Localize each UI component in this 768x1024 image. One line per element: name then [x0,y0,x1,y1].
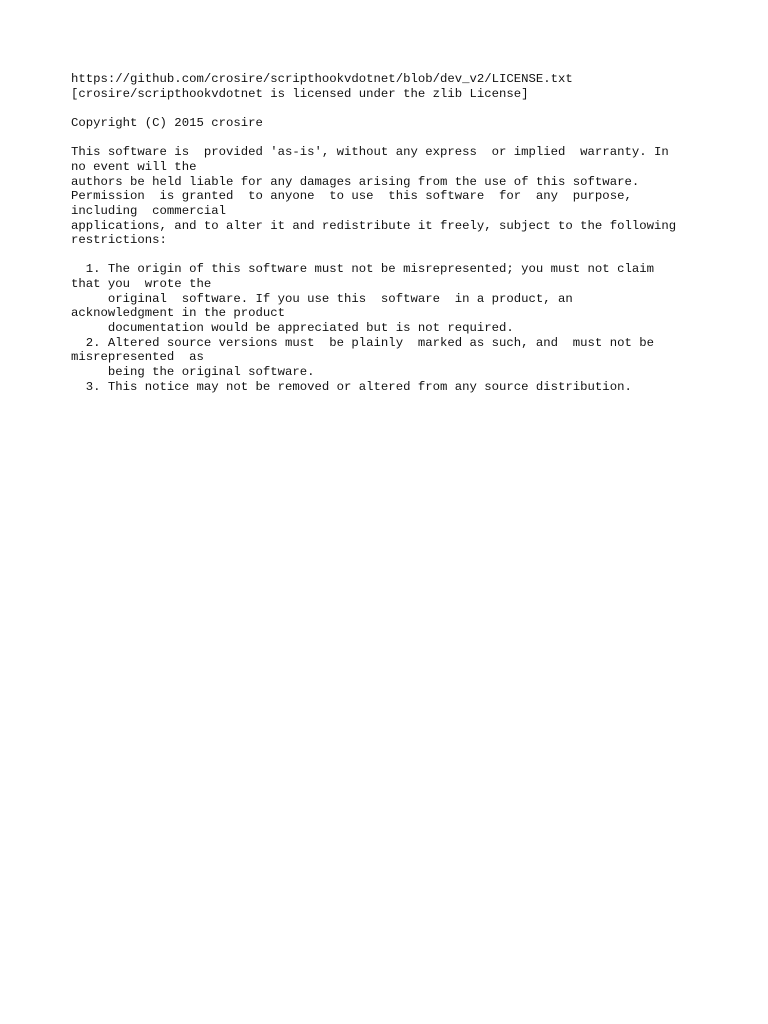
restriction-line: documentation would be appreciated but is not required. [71,321,514,336]
restriction-line: being the original software. [71,365,315,380]
license-document [71,72,711,394]
blank-line [71,101,711,116]
paragraph-line: authors be held liable for any damages arising from the use of this software. [71,174,640,189]
license-note: [crosire/scripthookvdotnet is licensed under the zlib License] [71,86,529,101]
restriction-line: that you wrote the [71,277,212,292]
source-url: https://github.com/crosire/scripthookvdotnet/blob/dev_v2/LICENSE.txt [71,72,573,86]
restriction-line: original software. If you use this software in a product, an [71,291,573,306]
paragraph-line: This software is provided 'as-is', without any express or implied warranty. In [71,145,669,160]
restriction-line: misrepresented as [71,350,204,365]
paragraph-line: applications, and to alter it and redistribute it freely, subject to the following [71,218,677,233]
paragraph-line: Permission is granted to anyone to use this software for any purpose, [71,189,632,204]
paragraph-line: including commercial [71,203,226,218]
restriction-line: 3. This notice may not be removed or altered from any source distribution. [71,379,632,394]
restriction-line: acknowledgment in the product [71,306,286,321]
copyright-line: Copyright (C) 2015 crosire [71,115,263,130]
restriction-line: 1. The origin of this software must not be misrepresented; you must not claim [71,262,654,277]
paragraph-line: no event will the [71,159,197,174]
blank-line [71,131,711,146]
restriction-line: 2. Altered source versions must be plainly marked as such, and must not be [71,335,654,350]
blank-line [71,248,711,263]
paragraph-line: restrictions: [71,233,167,248]
